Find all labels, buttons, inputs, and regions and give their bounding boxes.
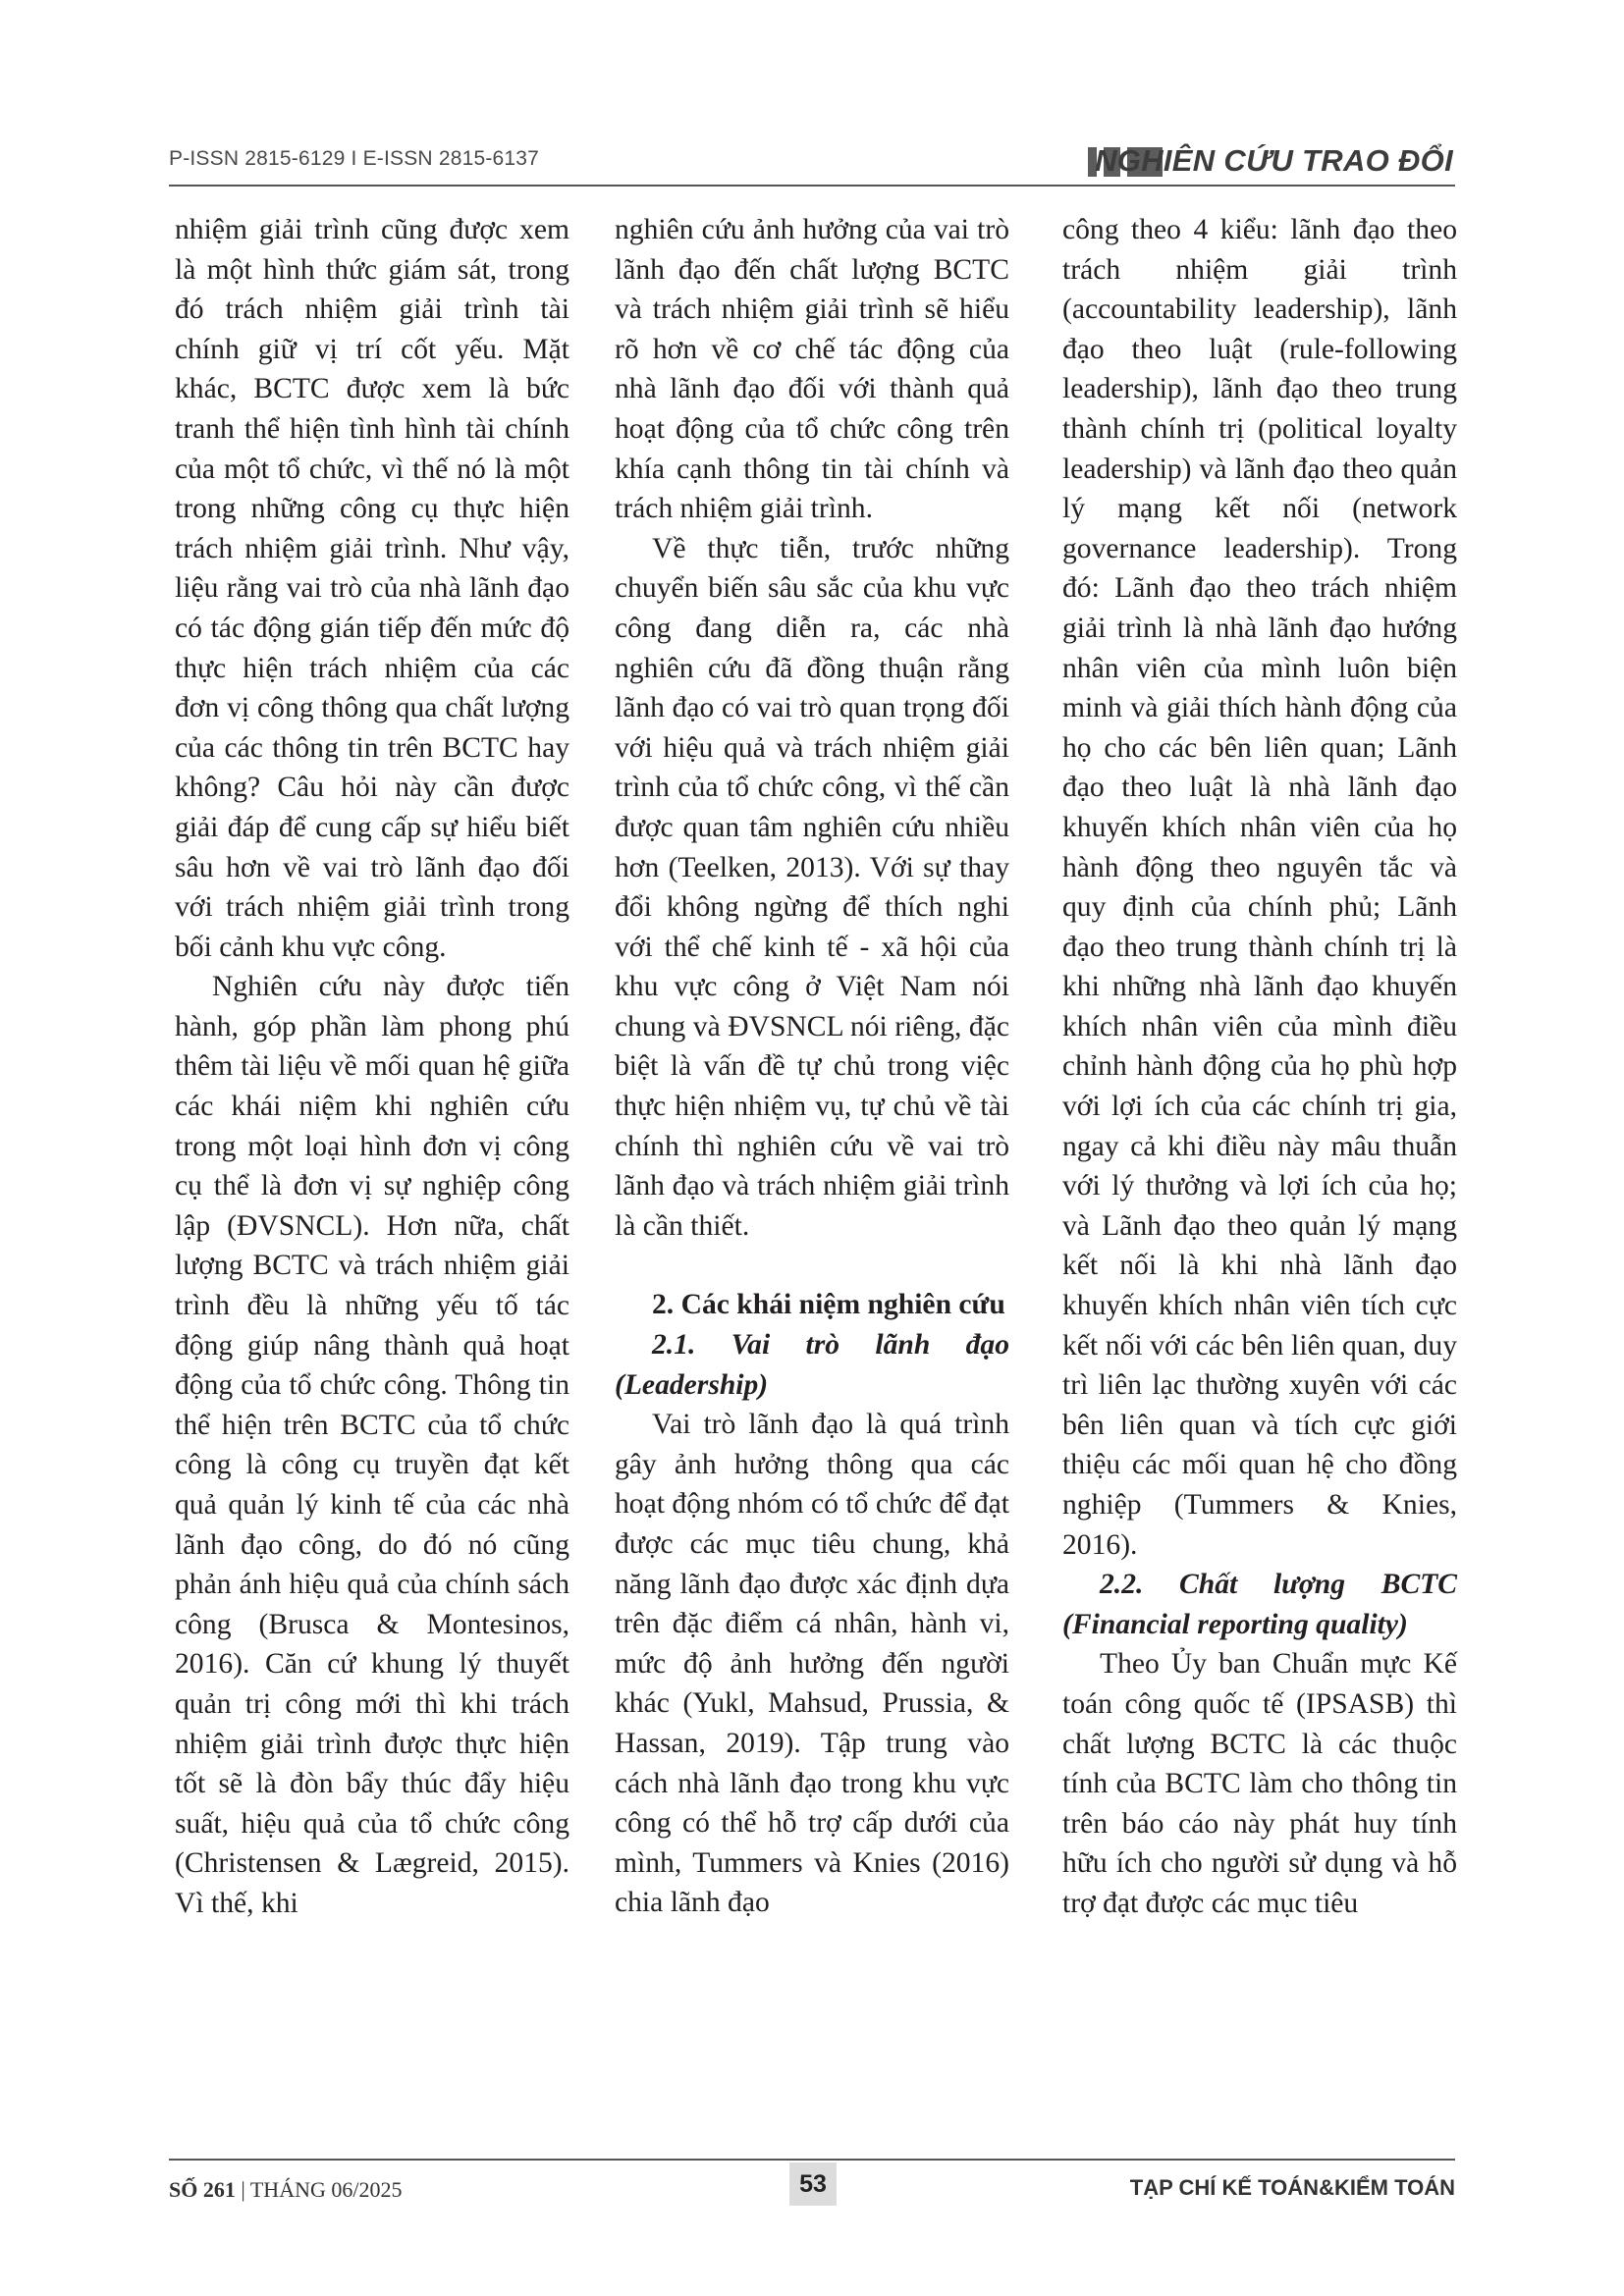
text-column-3 [1062,210,1457,1924]
section-heading: 2. Các khái niệm nghiên cứu [652,1289,1005,1321]
paragraph: công theo 4 kiểu: lãnh đạo theo trách nhiệm giải trình (accountability leadership), lãnh đạo theo luật (rule-following leadership), lãnh đạo theo trung thành chính trị (political loyalty leadership) và lãnh đạo theo quản lý mạng kết nối (network governance leadership). Trong đó: Lãnh đạo theo trách nhiệm giải trình là nhà lãnh đạo hướng nhân viên của mình luôn biện minh và giải thích hành động của họ cho các bên liên quan; Lãnh đạo theo luật là nhà lãnh đạo khuyến khích nhân viên của họ hành động theo nguyên tắc và quy định của chính phủ; Lãnh đạo theo trung thành chính trị là khi những nhà lãnh đạo khuyến khích nhân viên của mình điều chỉnh hành động của họ phù hợp với lợi ích của các chính trị gia, ngay cả khi điều này mâu thuẫn với lý thưởng và lợi ích của họ; và Lãnh đạo theo quản lý mạng kết nối là khi nhà lãnh đạo khuyến khích nhân viên tích cực kết nối với các bên liên quan, duy trì liên lạc thường xuyên với các bên liên quan và tích cực giới thiệu các mối quan hệ cho đồng nghiệp (Tummers & Knies, 2016). [1062,214,1457,1561]
text-column-1 [175,210,569,1924]
paragraph: nghiên cứu ảnh hưởng của vai trò lãnh đạo đến chất lượng BCTC và trách nhiệm giải trình sẽ hiểu rõ hơn về cơ chế tác động của nhà lãnh đạo đối với thành quả hoạt động của tổ chức công trên khía cạnh thông tin tài chính và trách nhiệm giải trình. [615,214,1009,525]
text-column-2 [615,210,1009,1923]
paragraph: Nghiên cứu này được tiến hành, góp phần làm phong phú thêm tài liệu về mối quan hệ giữa các khái niệm khi nghiên cứu trong một loại hình đơn vị công cụ thể là đơn vị sự nghiệp công lập (ĐVSNCL). Hơn nữa, chất lượng BCTC và trách nhiệm giải trình đều là những yếu tố tác động giúp nâng thành quả hoạt động của tổ chức công. Thông tin thể hiện trên BCTC của tổ chức công là công cụ truyền đạt kết quả quản lý kinh tế của các nhà lãnh đạo công, do đó nó cũng phản ánh hiệu quả của chính sách công (Brusca & Montesinos, 2016). Căn cứ khung lý thuyết quản trị công mới thì khi trách nhiệm giải trình được thực hiện tốt sẽ là đòn bẩy thúc đẩy hiệu suất, hiệu quả của tổ chức công (Christensen & Lægreid, 2015). Vì thế, khi [175,971,569,1919]
issue-month: | THÁNG 06/2025 [235,2177,403,2202]
issn-header: P-ISSN 2815-6129 I E-ISSN 2815-6137 [169,147,540,170]
page-number: 53 [789,2163,837,2206]
footer-divider [169,2159,1455,2161]
issue-info [169,2177,402,2203]
subsection-heading: 2.2. Chất lượng BCTC (Financial reporting quality) [1062,1569,1457,1640]
journal-name: TẠP CHÍ KẾ TOÁN&KIỂM TOÁN [1129,2175,1455,2200]
subsection-heading: 2.1. Vai trò lãnh đạo (Leadership) [615,1329,1009,1401]
paragraph: Về thực tiễn, trước những chuyển biến sâu sắc của khu vực công đang diễn ra, các nhà nghiên cứu đã đồng thuận rằng lãnh đạo có vai trò quan trọng đối với hiệu quả và trách nhiệm giải trình của tổ chức công, vì thế cần được quan tâm nghiên cứu nhiều hơn (Teelken, 2013). Với sự thay đổi không ngừng để thích nghi với thể chế kinh tế - xã hội của khu vực công ở Việt Nam nói chung và ĐVSNCL nói riêng, đặc biệt là vấn đề tự chủ trong việc thực hiện nhiệm vụ, tự chủ về tài chính thì nghiên cứu về vai trò lãnh đạo và trách nhiệm giải trình là cần thiết. [615,532,1009,1242]
header-divider [169,185,1455,187]
section-title: NGHIÊN CỨU TRAO ĐỔI [1095,143,1453,178]
paragraph: Theo Ủy ban Chuẩn mực Kế toán công quốc tế (IPSASB) thì chất lượng BCTC là các thuộc tính của BCTC làm cho thông tin trên báo cáo này phát huy tính hữu ích cho người sử dụng và hỗ trợ đạt được các mục tiêu [1062,1648,1457,1919]
paragraph: nhiệm giải trình cũng được xem là một hình thức giám sát, trong đó trách nhiệm giải trình tài chính giữ vị trí cốt yếu. Mặt khác, BCTC được xem là bức tranh thể hiện tình hình tài chính của một tổ chức, vì thế nó là một trong những công cụ thực hiện trách nhiệm giải trình. Như vậy, liệu rằng vai trò của nhà lãnh đạo có tác động gián tiếp đến mức độ thực hiện trách nhiệm của các đơn vị công thông qua chất lượng của các thông tin trên BCTC hay không? Câu hỏi này cần được giải đáp để cung cấp sự hiểu biết sâu hơn về vai trò lãnh đạo đối với trách nhiệm giải trình trong bối cảnh khu vực công. [175,214,569,963]
paragraph: Vai trò lãnh đạo là quá trình gây ảnh hưởng thông qua các hoạt động nhóm có tổ chức để đạt được các mục tiêu chung, khả năng lãnh đạo được xác định dựa trên đặc điểm cá nhân, hành vi, mức độ ảnh hưởng đến người khác (Yukl, Mahsud, Prussia, & Hassan, 2019). Tập trung vào cách nhà lãnh đạo trong khu vực công có thể hỗ trợ cấp dưới của mình, Tummers và Knies (2016) chia lãnh đạo [615,1409,1009,1919]
issue-number: SỐ 261 [169,2177,236,2202]
